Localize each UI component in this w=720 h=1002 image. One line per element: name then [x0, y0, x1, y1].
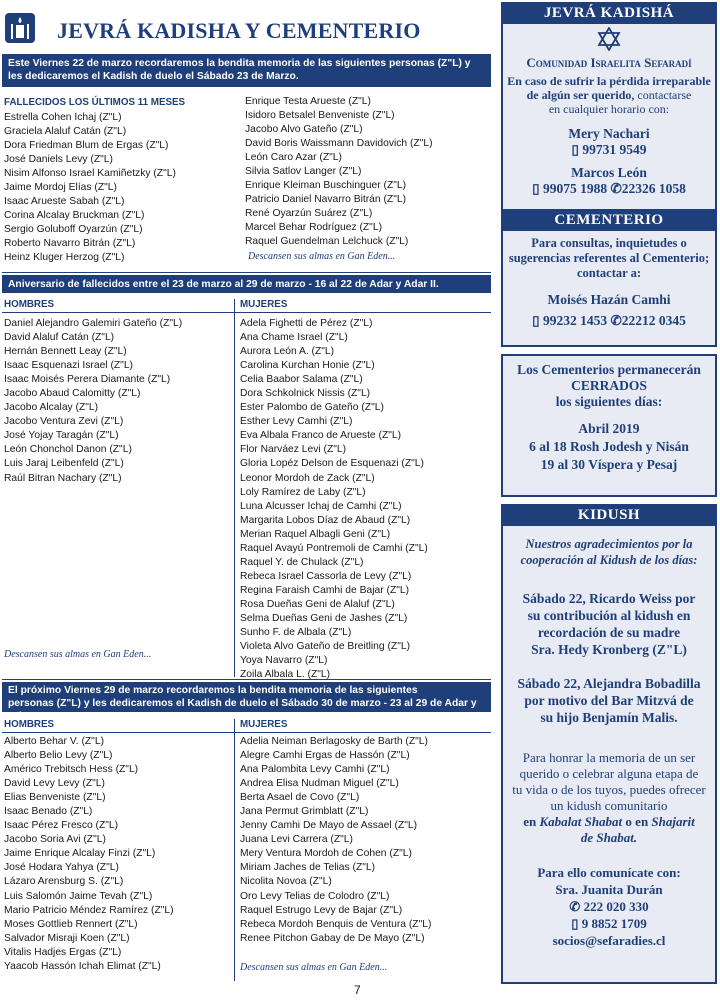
section-intro: Aniversario de fallecidos entre el 23 de marzo al 29 de marzo - 16 al 22 de Adar y Adar II. [2, 275, 491, 293]
cementerio-title: CEMENTERIO [503, 211, 715, 231]
name-entry: Raquel Avayú Pontremoli de Camhi (Z"L) [240, 542, 428, 554]
name-entry: Loly Ramírez de Laby (Z"L) [240, 486, 366, 498]
mobile-icon: ▯ [532, 181, 540, 196]
name-entry: Alberto Behar V. (Z"L) [4, 736, 104, 747]
kidush2-line-3: su hijo Benjamín Malis. [540, 710, 678, 725]
name-entry: Enrique Testa Arueste (Z"L) [245, 96, 371, 107]
cem-text-2: sugerencias referentes al Cementerio; [508, 251, 710, 265]
name-entry: Isaac Pérez Fresco (Z"L) [4, 820, 119, 832]
main-column [2, 2, 491, 982]
contact2-name: Marcos León [571, 165, 647, 180]
name-entry: Yaacob Hassón Ichah Elimat (Z"L) [4, 960, 161, 972]
mobile-icon: ▯ [571, 142, 579, 157]
cementerio-box [501, 211, 717, 347]
name-entry: Margarita Lobos Díaz de Abaud (Z"L) [240, 514, 411, 526]
name-entry: Mario Patricio Méndez Ramírez (Z"L) [4, 904, 174, 916]
loss-line-2 [503, 88, 715, 102]
phone-icon: ✆ [569, 899, 581, 914]
name-entry: Alberto Belio Levy (Z"L) [4, 750, 113, 762]
honor-line-5 [503, 814, 715, 830]
name-entry: Adelia Neiman Berlagosky de Barth (Z"L) [240, 736, 428, 747]
sidebar [501, 2, 717, 984]
name-entry: Jacobo Alcalay (Z"L) [4, 402, 99, 414]
section-next-friday [2, 682, 491, 982]
name-entry: Yoya Navarro (Z"L) [240, 655, 328, 667]
honor-line-2: querido o celebrar alguna etapa de [519, 766, 699, 781]
cementerio-closed-box [501, 354, 717, 497]
name-entry: Jaime Enrique Alcalay Finzi (Z"L) [4, 848, 156, 860]
closed-line-3: los siguientes días: [555, 394, 663, 409]
contact2-mobile-number: 99075 1988 [542, 181, 608, 196]
name-entry: Raquel Y. de Chulack (Z"L) [240, 556, 364, 568]
honor-line-5a: en [523, 814, 540, 829]
cem-mobile-number: 99232 1453 [542, 313, 608, 328]
name-entry: José Yojay Taragán (Z"L) [4, 430, 119, 442]
name-entry: Oro Levy Telias de Colodro (Z"L) [240, 890, 390, 902]
name-entry: Leonor Mordoh de Zack (Z"L) [240, 472, 375, 484]
name-entry: Berta Asael de Covo (Z"L) [240, 792, 360, 804]
recent-deaths-right-list [245, 95, 433, 250]
name-entry: Vitalis Hadjes Ergas (Z"L) [4, 946, 122, 958]
kidush-thanks-1: Nuestros agradecimientos por la [525, 537, 693, 551]
honor-line-5c: o en [622, 814, 652, 829]
recent-deaths-left-list [4, 111, 176, 266]
closed-month: Abril 2019 [578, 421, 640, 436]
name-entry: Dora Friedman Blum de Ergas (Z"L) [4, 140, 169, 152]
jevra-kadisha-box [501, 2, 717, 211]
name-entry: Ana Palombita Levy Camhi (Z"L) [240, 764, 390, 776]
name-entry: David Alaluf Catán (Z"L) [4, 332, 115, 344]
name-entry: Jenny Camhi De Mayo de Assael (Z"L) [240, 820, 418, 832]
name-entry: Jacobo Soria Avi (Z"L) [4, 834, 106, 846]
name-entry: Mery Ventura Mordoh de Cohen (Z"L) [240, 848, 412, 860]
name-entry: Luis Jaraj Leibenfeld (Z"L) [4, 458, 124, 470]
page-number: 7 [354, 983, 361, 997]
loss-line-3: en cualquier horario con: [548, 102, 670, 116]
name-entry: Esther Levy Camhi (Z"L) [240, 416, 353, 428]
name-entry: León Chonchol Danon (Z"L) [4, 444, 132, 456]
name-entry: Raúl Bitran Nachary (Z"L) [4, 472, 122, 484]
contact2-phones [503, 181, 715, 197]
contact-email[interactable]: socios@sefaradies.cl [552, 933, 666, 948]
section-intro [2, 682, 491, 722]
name-entry: Isaac Arueste Sabah (Z"L) [4, 196, 125, 208]
kidush-box [501, 504, 717, 984]
contact-mobile [503, 915, 715, 932]
name-entry: Silvia Satlov Langer (Z"L) [245, 166, 362, 178]
name-entry: Heinz Kluger Herzog (Z"L) [4, 252, 125, 264]
contact1-name: Mery Nachari [568, 126, 650, 141]
loss-line-2-rest: contactarse [634, 88, 692, 102]
name-entry: Hernán Bennett Leay (Z"L) [4, 346, 127, 358]
contact1-phone-number: 99731 9549 [582, 142, 647, 157]
name-entry: Adela Fighetti de Pérez (Z"L) [240, 318, 373, 329]
honor-line-3: tu vida o de los tuyos, puedes ofrecer [512, 782, 706, 797]
name-entry: Nicolita Novoa (Z"L) [240, 876, 332, 888]
cem-text-3: contactar a: [577, 266, 641, 280]
contact1-phone [503, 142, 715, 158]
jevra-kadisha-title: JEVRÁ KADISHÁ [503, 4, 715, 24]
name-entry: Luna Alcusser Ichaj de Camhi (Z"L) [240, 500, 402, 512]
phone-icon: ✆ [610, 181, 622, 196]
kabalat-shabat: Kabalat Shabat [539, 814, 623, 829]
name-entry: Isaac Benado (Z"L) [4, 806, 93, 818]
cem-phone-number: 22212 0345 [621, 313, 686, 328]
name-entry: Violeta Alvo Gateño de Breitling (Z"L) [240, 641, 411, 653]
closed-line-1: Los Cementerios permanecerán [517, 362, 701, 377]
closed-line-2: CERRADOS [571, 378, 647, 393]
name-entry: Patricio Daniel Navarro Bitrán (Z"L) [245, 194, 407, 206]
men-label: HOMBRES [4, 299, 55, 310]
next-friday-men-list [4, 735, 174, 974]
closed-dates-1: 6 al 18 Rosh Jodesh y Nisán [529, 439, 689, 454]
name-entry: David Boris Waissmann Davidovich (Z"L) [245, 138, 433, 150]
page-title: JEVRÁ KADISHA Y CEMENTERIO [57, 18, 421, 43]
contact-phone-number: 222 020 330 [583, 899, 649, 914]
name-entry: Jaime Mordoj Elías (Z"L) [4, 182, 117, 194]
candle-icon [5, 13, 35, 43]
women-label: MUJERES [240, 299, 288, 310]
name-entry: León Caro Azar (Z"L) [245, 152, 342, 164]
kidush-title: KIDUSH [503, 506, 715, 526]
name-entry: Raquel Estrugo Levy de Bajar (Z"L) [240, 904, 403, 916]
name-entry: Sunho F. de Albala (Z"L) [240, 627, 352, 639]
cem-text-1: Para consultas, inquietudes o [531, 236, 687, 250]
name-entry: Gloria Lopéz Delson de Esquenazi (Z"L) [240, 458, 424, 470]
name-entry: Rebeca Mordoh Benquis de Ventura (Z"L) [240, 918, 432, 930]
anniversary-men-list [4, 317, 182, 486]
name-entry: Corina Alcalay Bruckman (Z"L) [4, 210, 145, 222]
kidush2-line-1: Sábado 22, Alejandra Bobadilla [517, 676, 701, 691]
contact-name: Sra. Juanita Durán [555, 882, 663, 897]
name-entry: Rebeca Israel Cassorla de Levy (Z"L) [240, 570, 412, 582]
org-name: Comunidad Israelita Sefaradí [526, 55, 692, 70]
name-entry: Marcel Behar Rodríguez (Z"L) [245, 222, 382, 234]
honor-line-1: Para honrar la memoria de un ser [522, 750, 696, 765]
page-header [2, 2, 491, 54]
kidush1-line-3: recordación de su madre [537, 625, 681, 640]
name-entry: Andrea Elisa Nudman Miguel (Z"L) [240, 778, 399, 790]
intro-line-1: El próximo Viernes 29 de marzo recordaremos la bendita memoria de las siguientes [8, 685, 418, 696]
section-subtitle: FALLECIDOS LOS ÚLTIMOS 11 MESES [4, 97, 186, 108]
women-label: MUJERES [240, 719, 288, 730]
contact-mobile-number: 9 8852 1709 [581, 916, 647, 931]
name-entry: Luis Salomón Jaime Tevah (Z"L) [4, 890, 153, 902]
name-entry: Alegre Camhi Ergas de Hassón (Z"L) [240, 750, 410, 762]
name-entry: Regina Faraish Camhi de Bajar (Z"L) [240, 584, 410, 596]
section-intro: Este Viernes 22 de marzo recordaremos la bendita memoria de las siguientes personas (Z"L) y les dedicaremos el Kadish de duelo el Sábado 23 de Marzo. [2, 54, 491, 87]
mobile-icon: ▯ [532, 313, 540, 328]
star-of-david-icon [597, 27, 621, 51]
name-entry: Zoila Albala L. (Z"L) [240, 669, 331, 681]
cem-phones [503, 312, 715, 330]
kidush-thanks-2: cooperación al Kidush de los días: [520, 553, 698, 567]
name-entry: Jacobo Alvo Gateño (Z"L) [245, 124, 363, 136]
name-entry: Merian Raquel Albagli Geni (Z"L) [240, 528, 391, 540]
name-entry: Estrella Cohen Ichaj (Z"L) [4, 112, 122, 123]
name-entry: Graciela Alaluf Catán (Z"L) [4, 126, 127, 138]
rest-in-peace-note: Descansen sus almas en Gan Eden... [4, 649, 152, 660]
next-friday-women-list [240, 735, 431, 946]
name-entry: Sergio Goluboff Oyarzún (Z"L) [4, 224, 143, 236]
name-entry: Elias Benveniste (Z"L) [4, 792, 106, 804]
mobile-icon: ▯ [571, 916, 579, 931]
name-entry: Jacobo Ventura Zevi (Z"L) [4, 416, 124, 428]
name-entry: José Hodara Yahya (Z"L) [4, 862, 119, 874]
name-entry: Eva Albala Franco de Arueste (Z"L) [240, 430, 402, 442]
name-entry: Nisim Alfonso Israel Kamiñetzky (Z"L) [4, 168, 176, 180]
contact2-phone-number: 22326 1058 [621, 181, 686, 196]
honor-line-4: un kidush comunitario [550, 798, 668, 813]
name-entry: Jacobo Abaud Calomitty (Z"L) [4, 388, 141, 400]
name-entry: Isidoro Betsalel Benveniste (Z"L) [245, 110, 395, 122]
kidush1-line-4: Sra. Hedy Kronberg (Z"L) [531, 642, 687, 657]
name-entry: Ana Chame Israel (Z"L) [240, 332, 348, 344]
shajarit: Shajarit [651, 814, 695, 829]
name-entry: Dora Schkolnick Nissis (Z"L) [240, 388, 371, 400]
name-entry: Miriam Jaches de Telias (Z"L) [240, 862, 376, 874]
name-entry: Renee Pitchon Gabay de De Mayo (Z"L) [240, 932, 425, 944]
name-entry: Carolina Kurchan Honie (Z"L) [240, 360, 375, 372]
name-entry: David Levy Levy (Z"L) [4, 778, 105, 790]
cem-contact-name: Moisés Hazán Camhi [547, 292, 671, 307]
contact-intro: Para ello comunícate con: [537, 865, 681, 880]
name-entry: Américo Trebitsch Hess (Z"L) [4, 764, 139, 776]
contact-phone [503, 898, 715, 915]
rest-in-peace-note: Descansen sus almas en Gan Eden... [240, 962, 388, 973]
name-entry: Juana Levi Carrera (Z"L) [240, 834, 353, 846]
rest-in-peace-note: Descansen sus almas en Gan Eden... [248, 251, 396, 262]
name-entry: Selma Dueñas Geni de Jashes (Z"L) [240, 612, 408, 624]
honor-line-6: de Shabat. [580, 830, 638, 845]
name-entry: Jana Permut Grimblatt (Z"L) [240, 806, 369, 818]
name-entry: Aurora León A. (Z"L) [240, 346, 335, 358]
closed-dates-2: 19 al 30 Víspera y Pesaj [540, 457, 678, 472]
kidush1-line-1: Sábado 22, Ricardo Weiss por [522, 591, 696, 606]
loss-line-2-bold: de algún ser querido, [526, 88, 635, 102]
men-label: HOMBRES [4, 719, 55, 730]
name-entry: Enrique Kleiman Buschinguer (Z"L) [245, 180, 407, 192]
name-entry: Isaac Moisés Perera Diamante (Z"L) [4, 374, 171, 386]
name-entry: Moses Gottlieb Rennert (Z"L) [4, 918, 138, 930]
name-entry: Isaac Esquenazi Israel (Z"L) [4, 360, 133, 372]
name-entry: Rosa Dueñas Geni de Alaluf (Z"L) [240, 598, 395, 610]
name-entry: Lázaro Arensburg S. (Z"L) [4, 876, 124, 888]
name-entry: Celia Baabor Salama (Z"L) [240, 374, 363, 386]
phone-icon: ✆ [610, 313, 622, 328]
name-entry: José Daniels Levy (Z"L) [4, 154, 113, 166]
kidush1-line-2: su contribución al kidush en [527, 608, 691, 623]
name-entry: Raquel Guendelman Lelchuck (Z"L) [245, 236, 409, 248]
intro-line-2: personas (Z"L) y les dedicaremos el Kadish de duelo el Sábado 30 de marzo - 23 al 29 de Adar y Adar II. [8, 698, 477, 722]
section-recent-deaths [2, 54, 491, 273]
section-anniversaries [2, 275, 491, 680]
loss-line-1: En caso de sufrir la pérdida irreparable [507, 74, 711, 88]
name-entry: René Oyarzún Suárez (Z"L) [245, 208, 373, 220]
kidush2-line-2: por motivo del Bar Mitzvá de [524, 693, 694, 708]
name-entry: Daniel Alejandro Galemiri Gateño (Z"L) [4, 318, 183, 329]
name-entry: Salvador Misraji Koen (Z"L) [4, 932, 130, 944]
name-entry: Roberto Navarro Bitrán (Z"L) [4, 238, 136, 250]
name-entry: Ester Palombo de Gateño (Z"L) [240, 402, 384, 414]
name-entry: Flor Narváez Levi (Z"L) [240, 444, 347, 456]
anniversary-women-list [240, 317, 428, 682]
